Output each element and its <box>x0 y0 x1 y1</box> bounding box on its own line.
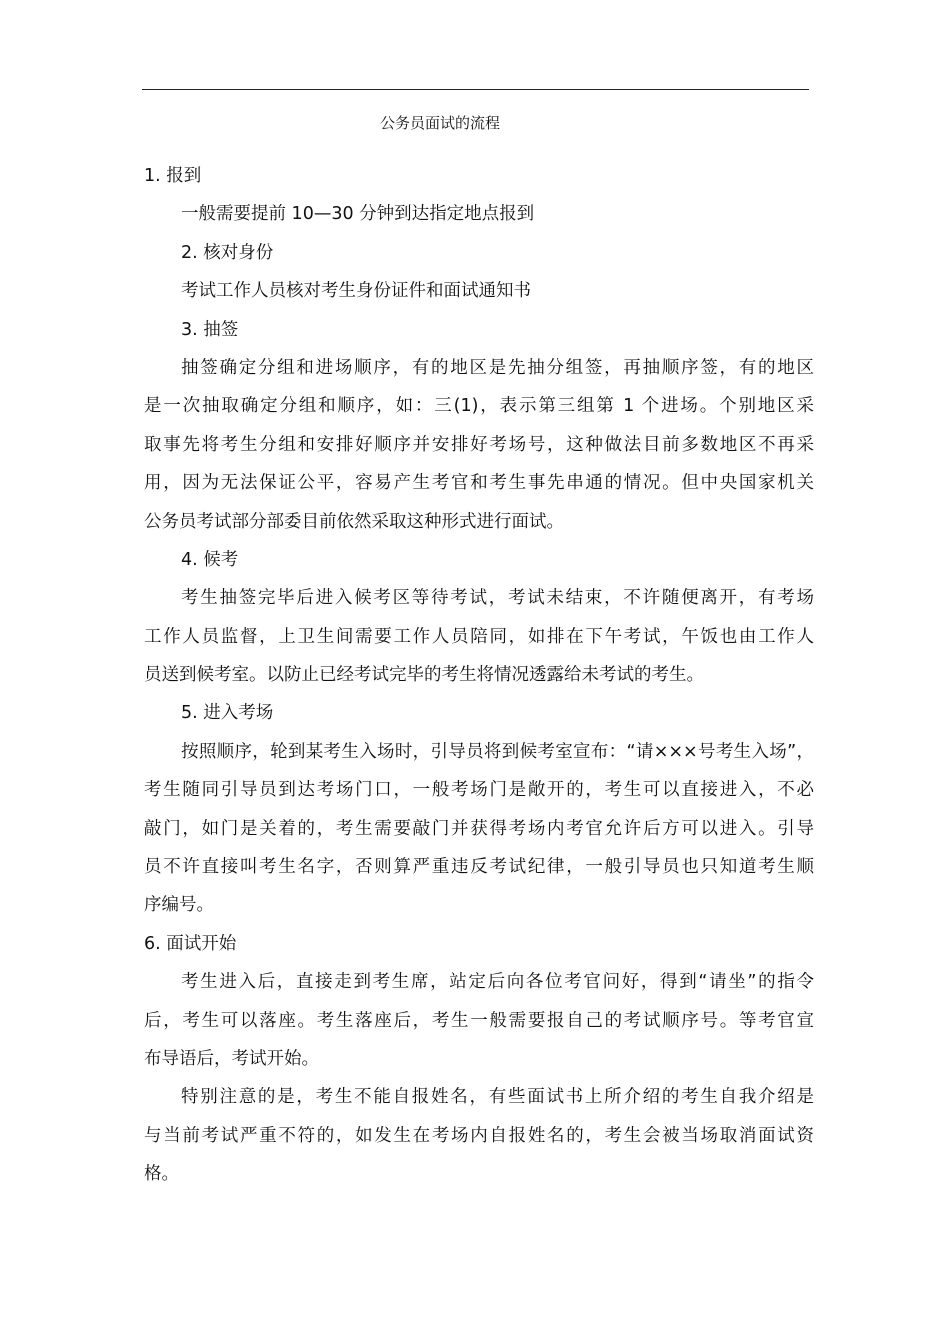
section-heading: 4. 候考 <box>181 549 239 570</box>
paragraph-line: 考试工作人员核对考生身份证件和面试通知书 <box>181 281 531 302</box>
paragraph-line: 一般需要提前 10—30 分钟到达指定地点报到 <box>181 204 535 225</box>
paragraph-line: 员不许直接叫考生名字，否则算严重违反考试纪律，一般引导员也只知道考生顺 <box>144 857 814 878</box>
document-title: 公务员面试的流程 <box>379 114 500 132</box>
paragraph-line: 布导语后，考试开始。 <box>144 1048 319 1069</box>
section-heading: 3. 抽签 <box>181 319 239 340</box>
paragraph-line: 按照顺序，轮到某考生入场时，引导员将到候考室宣布：“请×××号考生入场”， <box>181 741 814 762</box>
paragraph-line: 工作人员监督，上卫生间需要工作人员陪同，如排在下午考试，午饭也由工作人 <box>144 626 814 647</box>
paragraph-line: 序编号。 <box>144 895 214 916</box>
paragraph-line: 抽签确定分组和进场顺序，有的地区是先抽分组签，再抽顺序签，有的地区 <box>181 357 814 378</box>
paragraph-line: 后，考生可以落座。考生落座后，考生一般需要报自己的考试顺序号。等考官宣 <box>144 1010 814 1031</box>
section-heading: 2. 核对身份 <box>181 242 274 263</box>
paragraph-line: 员送到候考室。以防止已经考试完毕的考生将情况透露给未考试的考生。 <box>144 665 704 686</box>
paragraph-line: 公务员考试部分部委目前依然采取这种形式进行面试。 <box>144 511 564 532</box>
paragraph-line: 考生抽签完毕后进入候考区等待考试，考试未结束，不许随便离开，有考场 <box>181 588 814 609</box>
paragraph-line: 用，因为无法保证公平，容易产生考官和考生事先串通的情况。但中央国家机关 <box>144 473 814 494</box>
document-body <box>144 157 814 1194</box>
paragraph-line: 格。 <box>144 1164 179 1185</box>
section-heading: 5. 进入考场 <box>181 703 274 724</box>
header-rule <box>142 89 809 90</box>
paragraph-line: 考生进入后，直接走到考生席，站定后向各位考官问好，得到“请坐”的指令 <box>181 972 814 993</box>
paragraph-line: 敲门，如门是关着的，考生需要敲门并获得考场内考官允许后方可以进入。引导 <box>144 818 814 839</box>
paragraph-line: 特别注意的是，考生不能自报姓名，有些面试书上所介绍的考生自我介绍是 <box>181 1087 814 1108</box>
paragraph-line: 是一次抽取确定分组和顺序，如：三(1)，表示第三组第 1 个进场。个别地区采 <box>144 396 814 417</box>
paragraph-line: 与当前考试严重不符的，如发生在考场内自报姓名的，考生会被当场取消面试资 <box>144 1125 814 1146</box>
section-heading: 1. 报到 <box>144 166 202 186</box>
paragraph-line: 考生随同引导员到达考场门口，一般考场门是敞开的，考生可以直接进入，不必 <box>144 780 814 801</box>
paragraph-line: 取事先将考生分组和安排好顺序并安排好考场号，这种做法目前多数地区不再采 <box>144 434 814 455</box>
section-heading: 6. 面试开始 <box>144 933 237 954</box>
